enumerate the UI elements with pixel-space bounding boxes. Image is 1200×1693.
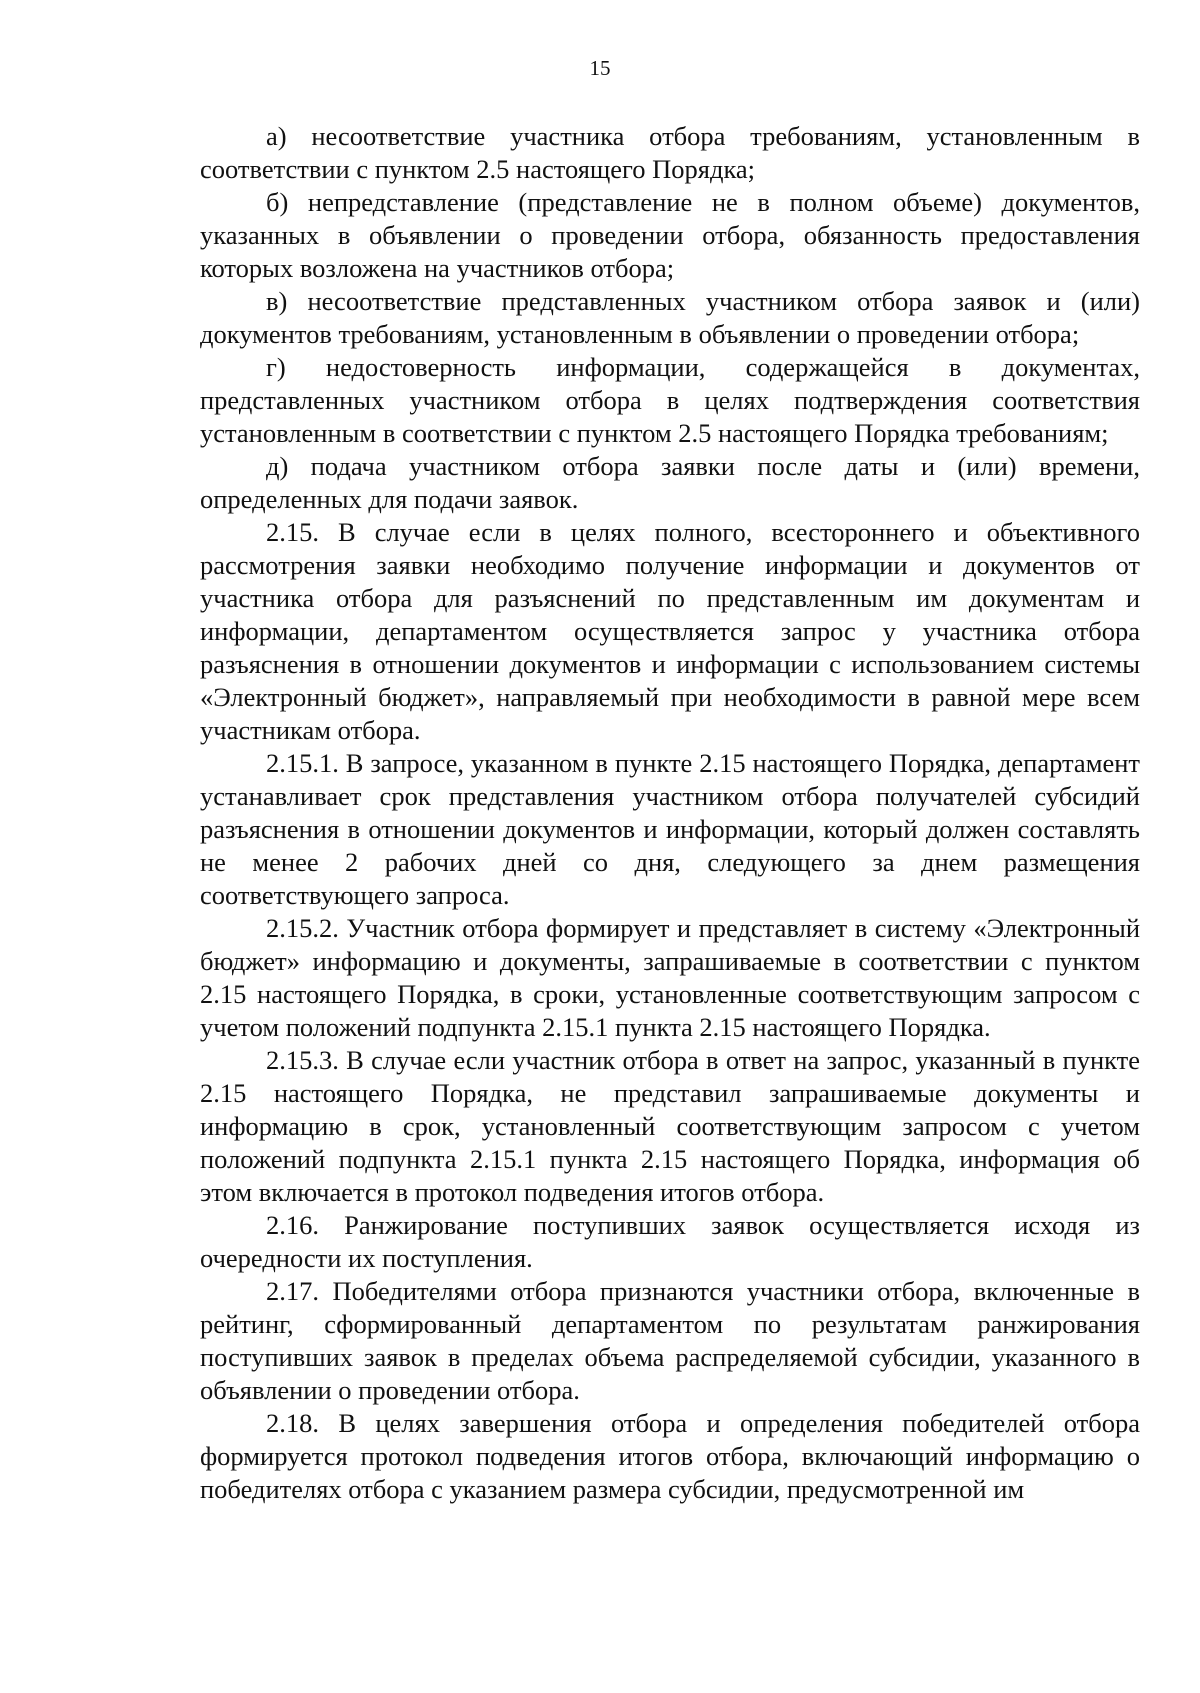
document-body bbox=[200, 120, 1140, 1506]
paragraph-2-15-2: 2.15.2. Участник отбора формирует и представляет в систему «Электронный бюджет» информацию и документы, запрашиваемые в соответствии с пунктом 2.15 настоящего Порядка, в сроки, установленные соответствующим запросом с учетом положений подпункта 2.15.1 пункта 2.15 настоящего Порядка. bbox=[200, 913, 1140, 1042]
paragraph-2-18: 2.18. В целях завершения отбора и определения победителей отбора формируется протокол подведения итогов отбора, включающий информацию о победителях отбора с указанием размера субсидии, предусмотренной им bbox=[200, 1408, 1140, 1504]
paragraph-v-nonconforming-applications: в) несоответствие представленных участником отбора заявок и (или) документов требованиям, установленным в объявлении о проведении отбора; bbox=[200, 286, 1140, 349]
paragraph-a-noncompliance: а) несоответствие участника отбора требованиям, установленным в соответствии с пунктом 2.5 настоящего Порядка; bbox=[200, 121, 1140, 184]
paragraph-2-15-3: 2.15.3. В случае если участник отбора в ответ на запрос, указанный в пункте 2.15 настоящего Порядка, не представил запрашиваемые документы и информацию в срок, установленный соответствующим запросом с учетом положений подпункта 2.15.1 пункта 2.15 настоящего Порядка, информация об этом включается в протокол подведения итогов отбора. bbox=[200, 1045, 1140, 1207]
paragraph-2-15: 2.15. В случае если в целях полного, всестороннего и объективного рассмотрения заявки необходимо получение информации и документов от участника отбора для разъяснений по представленным им документам и информации, департаментом осуществляется запрос у участника отбора разъяснения в отношении документов и информации с использованием системы «Электронный бюджет», направляемый при необходимости в равной мере всем участникам отбора. bbox=[200, 517, 1140, 745]
paragraph-2-15-1: 2.15.1. В запросе, указанном в пункте 2.15 настоящего Порядка, департамент устанавливает срок представления участником отбора получателей субсидий разъяснения в отношении документов и информации, который должен составлять не менее 2 рабочих дней со дня, следующего за днем размещения соответствующего запроса. bbox=[200, 748, 1140, 910]
paragraph-g-unreliable-information: г) недостоверность информации, содержащейся в документах, представленных участником отбора в целях подтверждения соответствия установленным в соответствии с пунктом 2.5 настоящего Порядка требованиям; bbox=[200, 352, 1140, 448]
paragraph-b-missing-documents: б) непредставление (представление не в полном объеме) документов, указанных в объявлении о проведении отбора, обязанность предоставления которых возложена на участников отбора; bbox=[200, 187, 1140, 283]
paragraph-2-16: 2.16. Ранжирование поступивших заявок осуществляется исходя из очередности их поступления. bbox=[200, 1210, 1140, 1273]
paragraph-d-late-submission: д) подача участником отбора заявки после даты и (или) времени, определенных для подачи заявок. bbox=[200, 451, 1140, 514]
paragraph-2-17: 2.17. Победителями отбора признаются участники отбора, включенные в рейтинг, сформированный департаментом по результатам ранжирования поступивших заявок в пределах объема распределяемой субсидии, указанного в объявлении о проведении отбора. bbox=[200, 1276, 1140, 1405]
page-number: 15 bbox=[589, 56, 611, 80]
